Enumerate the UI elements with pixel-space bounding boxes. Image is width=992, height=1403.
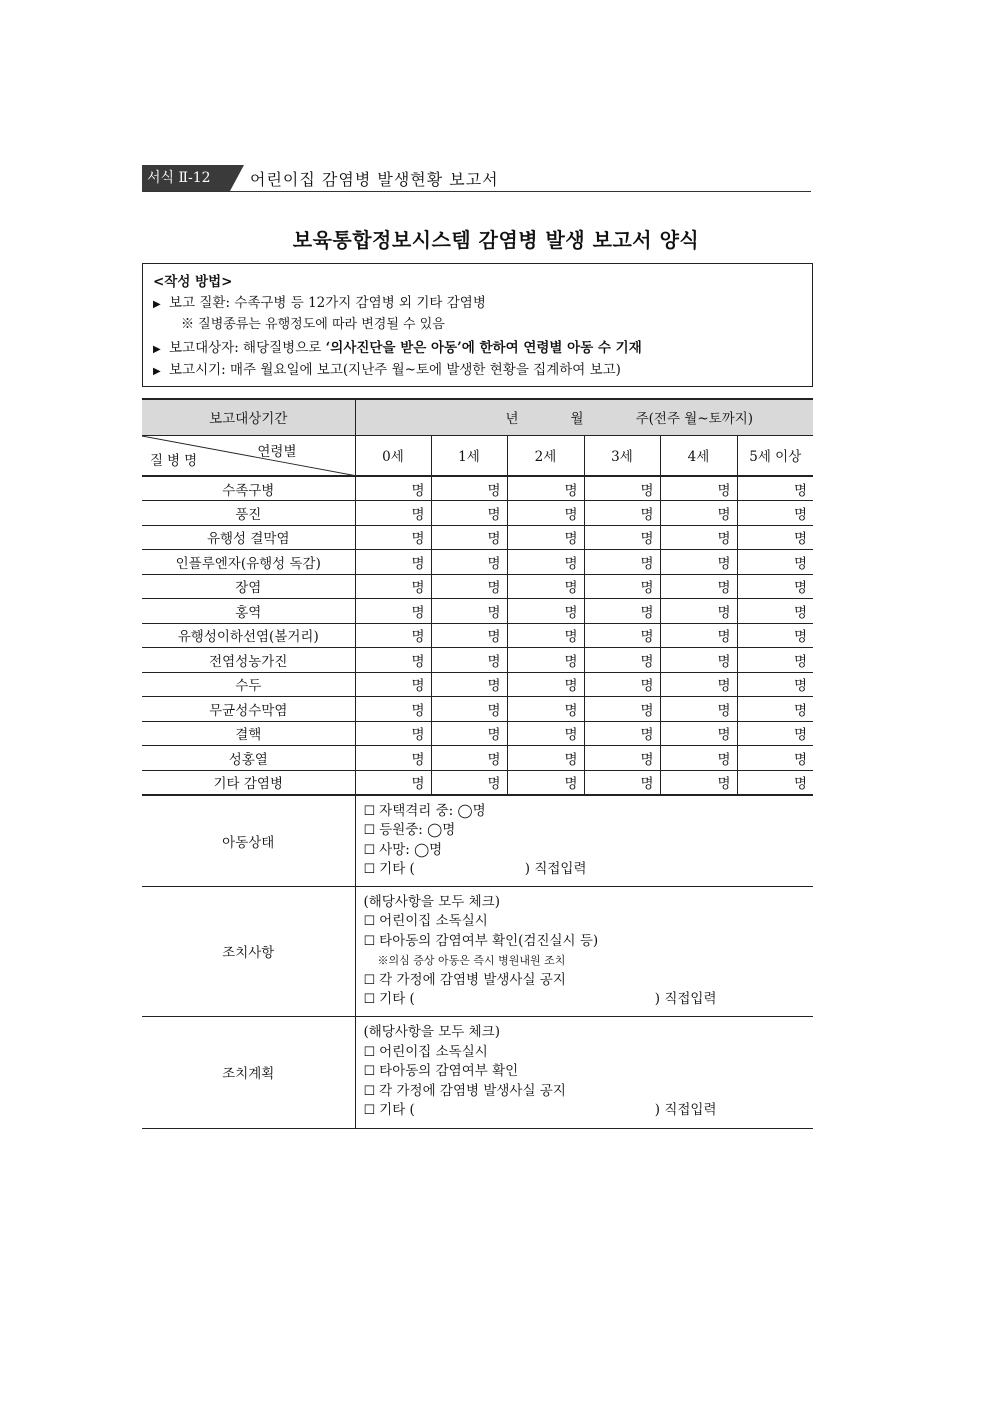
- count-cell[interactable]: 명: [660, 550, 737, 575]
- count-cell[interactable]: 명: [507, 746, 584, 771]
- checkbox-icon[interactable]: ☐: [363, 992, 376, 1007]
- action-intro: (해당사항을 모두 체크): [363, 893, 500, 910]
- period-field[interactable]: 년 월 주(전주 월~토까지): [355, 399, 813, 435]
- instruction-disease-note: ※ 질병종류는 유행정도에 따라 변경될 수 있음: [181, 317, 445, 332]
- bullet-triangle-icon: ▶: [153, 299, 161, 310]
- report-table: [142, 398, 813, 1129]
- count-cell[interactable]: 명: [584, 672, 660, 697]
- disease-row: [142, 501, 813, 526]
- count-cell[interactable]: 명: [584, 648, 660, 673]
- bullet-triangle-icon: ▶: [153, 366, 161, 377]
- count-cell[interactable]: 명: [737, 599, 813, 624]
- count-cell[interactable]: 명: [660, 525, 737, 550]
- count-cell[interactable]: 명: [507, 672, 584, 697]
- count-cell[interactable]: 명: [431, 672, 507, 697]
- disease-row: [142, 599, 813, 624]
- form-number-tag: 서식 Ⅱ-12: [142, 165, 230, 191]
- disease-row: [142, 525, 813, 550]
- checkbox-icon[interactable]: ☐: [363, 914, 376, 929]
- instruction-timing-line: ▶ 보고시기: 매주 월요일에 보고(지난주 월~토에 발생한 현황을 집계하여 보고): [153, 360, 802, 382]
- count-cell[interactable]: 명: [737, 574, 813, 599]
- action-option[interactable]: ☐ 타아동의 감염여부 확인(검진실시 등): [363, 932, 599, 949]
- disease-name: 유행성이하선염(볼거리): [142, 623, 355, 648]
- count-cell[interactable]: 명: [355, 501, 431, 526]
- disease-name: 수두: [142, 672, 355, 697]
- count-cell[interactable]: 명: [355, 672, 431, 697]
- instruction-target-line: ▶ 보고대상자: 해당질병으로 ‘의사진단을 받은 아동’에 한하여 연령별 아동 수 기재: [153, 338, 802, 360]
- count-cell[interactable]: 명: [660, 648, 737, 673]
- disease-name: 기타 감염병: [142, 770, 355, 795]
- action-options: [355, 886, 813, 1016]
- action-option[interactable]: ☐ 각 가정에 감염병 발생사실 공지: [363, 971, 566, 988]
- count-cell[interactable]: 명: [737, 746, 813, 771]
- disease-name: 풍진: [142, 501, 355, 526]
- checkbox-icon[interactable]: ☐: [363, 972, 376, 988]
- disease-name: 유행성 결막염: [142, 525, 355, 550]
- count-cell[interactable]: 명: [584, 746, 660, 771]
- checkbox-icon[interactable]: ☐: [363, 1044, 376, 1060]
- checkbox-icon[interactable]: ☐: [363, 803, 376, 819]
- count-cell[interactable]: 명: [660, 574, 737, 599]
- status-option[interactable]: ☐ 등원중: ◯명: [363, 822, 456, 838]
- age-header: 2세: [507, 435, 584, 476]
- count-cell[interactable]: 명: [431, 721, 507, 746]
- diagonal-header-cell: [142, 435, 355, 476]
- count-cell[interactable]: 명: [355, 476, 431, 501]
- disease-row: [142, 574, 813, 599]
- count-cell[interactable]: 명: [660, 770, 737, 795]
- checkbox-icon[interactable]: ☐: [363, 933, 376, 949]
- count-cell[interactable]: 명: [355, 599, 431, 624]
- count-cell[interactable]: 명: [507, 525, 584, 550]
- disease-row: [142, 770, 813, 795]
- plan-label: 조치계획: [142, 1016, 355, 1128]
- count-cell[interactable]: 명: [355, 746, 431, 771]
- count-cell[interactable]: 명: [660, 599, 737, 624]
- status-options: [355, 795, 813, 887]
- count-cell[interactable]: 명: [431, 648, 507, 673]
- disease-row: [142, 476, 813, 501]
- status-option[interactable]: ☐ 자택격리 중: ◯명: [363, 802, 486, 819]
- count-cell[interactable]: 명: [431, 770, 507, 795]
- count-cell[interactable]: 명: [507, 697, 584, 722]
- count-cell[interactable]: 명: [431, 623, 507, 648]
- plan-other-option[interactable]: ☐ 기타 ( ) 직접입력: [363, 1102, 717, 1119]
- count-cell[interactable]: 명: [737, 770, 813, 795]
- count-cell[interactable]: 명: [584, 770, 660, 795]
- bullet-triangle-icon: ▶: [153, 344, 161, 355]
- action-note: ※의심 증상 아동은 즉시 병원내원 조치: [377, 954, 566, 967]
- age-header: 3세: [584, 435, 660, 476]
- disease-row: [142, 623, 813, 648]
- instruction-disease-line: ▶ 보고 질환: 수족구병 등 12가지 감염병 외 기타 감염병: [153, 293, 802, 315]
- disease-row: [142, 672, 813, 697]
- form-title: 어린이집 감염병 발생현황 보고서: [250, 170, 499, 189]
- count-cell[interactable]: 명: [584, 550, 660, 575]
- count-cell[interactable]: 명: [660, 746, 737, 771]
- count-cell[interactable]: 명: [431, 697, 507, 722]
- plan-intro: (해당사항을 모두 체크): [363, 1024, 500, 1041]
- disease-row: [142, 550, 813, 575]
- action-label: 조치사항: [142, 886, 355, 1016]
- action-row: [142, 886, 813, 1016]
- age-header: 1세: [431, 435, 507, 476]
- count-cell[interactable]: 명: [431, 550, 507, 575]
- disease-name: 성홍열: [142, 746, 355, 771]
- period-row: [142, 399, 813, 435]
- form-header: [142, 163, 811, 192]
- checkbox-icon[interactable]: ☐: [363, 1064, 376, 1080]
- status-option[interactable]: ☐ 사망: ◯명: [363, 841, 443, 858]
- count-cell[interactable]: 명: [737, 648, 813, 673]
- disease-row: [142, 721, 813, 746]
- count-cell[interactable]: 명: [431, 574, 507, 599]
- count-cell[interactable]: 명: [660, 721, 737, 746]
- count-cell[interactable]: 명: [584, 501, 660, 526]
- count-cell[interactable]: 명: [584, 721, 660, 746]
- age-header: 4세: [660, 435, 737, 476]
- page-title: 보육통합정보시스템 감염병 발생 보고서 양식: [292, 228, 700, 252]
- instructions-box: [142, 263, 813, 387]
- disease-name: 수족구병: [142, 476, 355, 501]
- age-axis-label: 연령별: [257, 443, 297, 460]
- count-cell[interactable]: 명: [355, 770, 431, 795]
- disease-name: 전염성농가진: [142, 648, 355, 673]
- count-cell[interactable]: 명: [507, 501, 584, 526]
- status-row: [142, 795, 813, 887]
- count-cell[interactable]: 명: [431, 599, 507, 624]
- count-cell[interactable]: 명: [431, 746, 507, 771]
- count-cell[interactable]: 명: [355, 623, 431, 648]
- disease-row: [142, 697, 813, 722]
- count-cell[interactable]: 명: [355, 648, 431, 673]
- checkbox-icon[interactable]: ☐: [363, 823, 376, 838]
- age-header: 0세: [355, 435, 431, 476]
- count-cell[interactable]: 명: [507, 574, 584, 599]
- disease-name: 장염: [142, 574, 355, 599]
- plan-option[interactable]: ☐ 각 가정에 감염병 발생사실 공지: [363, 1082, 566, 1099]
- count-cell[interactable]: 명: [660, 697, 737, 722]
- disease-rows: [142, 476, 813, 795]
- count-cell[interactable]: 명: [737, 525, 813, 550]
- plan-options: [355, 1016, 813, 1128]
- count-cell[interactable]: 명: [584, 476, 660, 501]
- count-cell[interactable]: 명: [431, 525, 507, 550]
- status-other-option[interactable]: ☐ 기타 ( ) 직접입력: [363, 861, 587, 877]
- count-cell[interactable]: 명: [584, 574, 660, 599]
- count-cell[interactable]: 명: [737, 697, 813, 722]
- disease-name: 결핵: [142, 721, 355, 746]
- checkbox-icon[interactable]: ☐: [363, 862, 376, 877]
- count-cell[interactable]: 명: [507, 770, 584, 795]
- plan-row: [142, 1016, 813, 1128]
- disease-name: 인플루엔자(유행성 독감): [142, 550, 355, 575]
- disease-name: 홍역: [142, 599, 355, 624]
- count-cell[interactable]: 명: [737, 623, 813, 648]
- count-cell[interactable]: 명: [355, 550, 431, 575]
- disease-axis-label: 질병명: [150, 453, 202, 469]
- form-tag-notch: [230, 165, 244, 191]
- count-cell[interactable]: 명: [507, 476, 584, 501]
- count-cell[interactable]: 명: [584, 623, 660, 648]
- count-cell[interactable]: 명: [507, 721, 584, 746]
- disease-name: 무균성수막염: [142, 697, 355, 722]
- disease-row: [142, 648, 813, 673]
- checkbox-icon[interactable]: ☐: [363, 1103, 376, 1119]
- count-cell[interactable]: 명: [737, 476, 813, 501]
- count-cell[interactable]: 명: [737, 721, 813, 746]
- count-cell[interactable]: 명: [660, 672, 737, 697]
- period-label: 보고대상기간: [142, 399, 355, 435]
- count-cell[interactable]: 명: [355, 525, 431, 550]
- checkbox-icon[interactable]: ☐: [363, 842, 376, 858]
- count-cell[interactable]: 명: [431, 501, 507, 526]
- count-cell[interactable]: 명: [584, 525, 660, 550]
- count-cell[interactable]: 명: [355, 574, 431, 599]
- instructions-heading: <작성 방법>: [153, 274, 233, 290]
- count-cell[interactable]: 명: [584, 599, 660, 624]
- count-cell[interactable]: 명: [507, 599, 584, 624]
- status-label: 아동상태: [142, 795, 355, 887]
- count-cell[interactable]: 명: [737, 672, 813, 697]
- count-cell[interactable]: 명: [355, 721, 431, 746]
- count-cell[interactable]: 명: [507, 623, 584, 648]
- count-cell[interactable]: 명: [507, 550, 584, 575]
- disease-row: [142, 746, 813, 771]
- count-cell[interactable]: 명: [431, 476, 507, 501]
- plan-option[interactable]: ☐ 타아동의 감염여부 확인: [363, 1063, 519, 1080]
- checkbox-icon[interactable]: ☐: [363, 1083, 376, 1099]
- count-cell[interactable]: 명: [737, 550, 813, 575]
- action-option[interactable]: ☐ 어린이집 소독실시: [363, 913, 488, 929]
- count-cell[interactable]: 명: [737, 501, 813, 526]
- action-other-option[interactable]: ☐ 기타 ( ) 직접입력: [363, 991, 717, 1007]
- count-cell[interactable]: 명: [660, 501, 737, 526]
- count-cell[interactable]: 명: [584, 697, 660, 722]
- count-cell[interactable]: 명: [507, 648, 584, 673]
- age-header-row: [142, 435, 813, 476]
- count-cell[interactable]: 명: [355, 697, 431, 722]
- age-header: 5세 이상: [737, 435, 813, 476]
- count-cell[interactable]: 명: [660, 623, 737, 648]
- count-cell[interactable]: 명: [660, 476, 737, 501]
- plan-option[interactable]: ☐ 어린이집 소독실시: [363, 1043, 488, 1060]
